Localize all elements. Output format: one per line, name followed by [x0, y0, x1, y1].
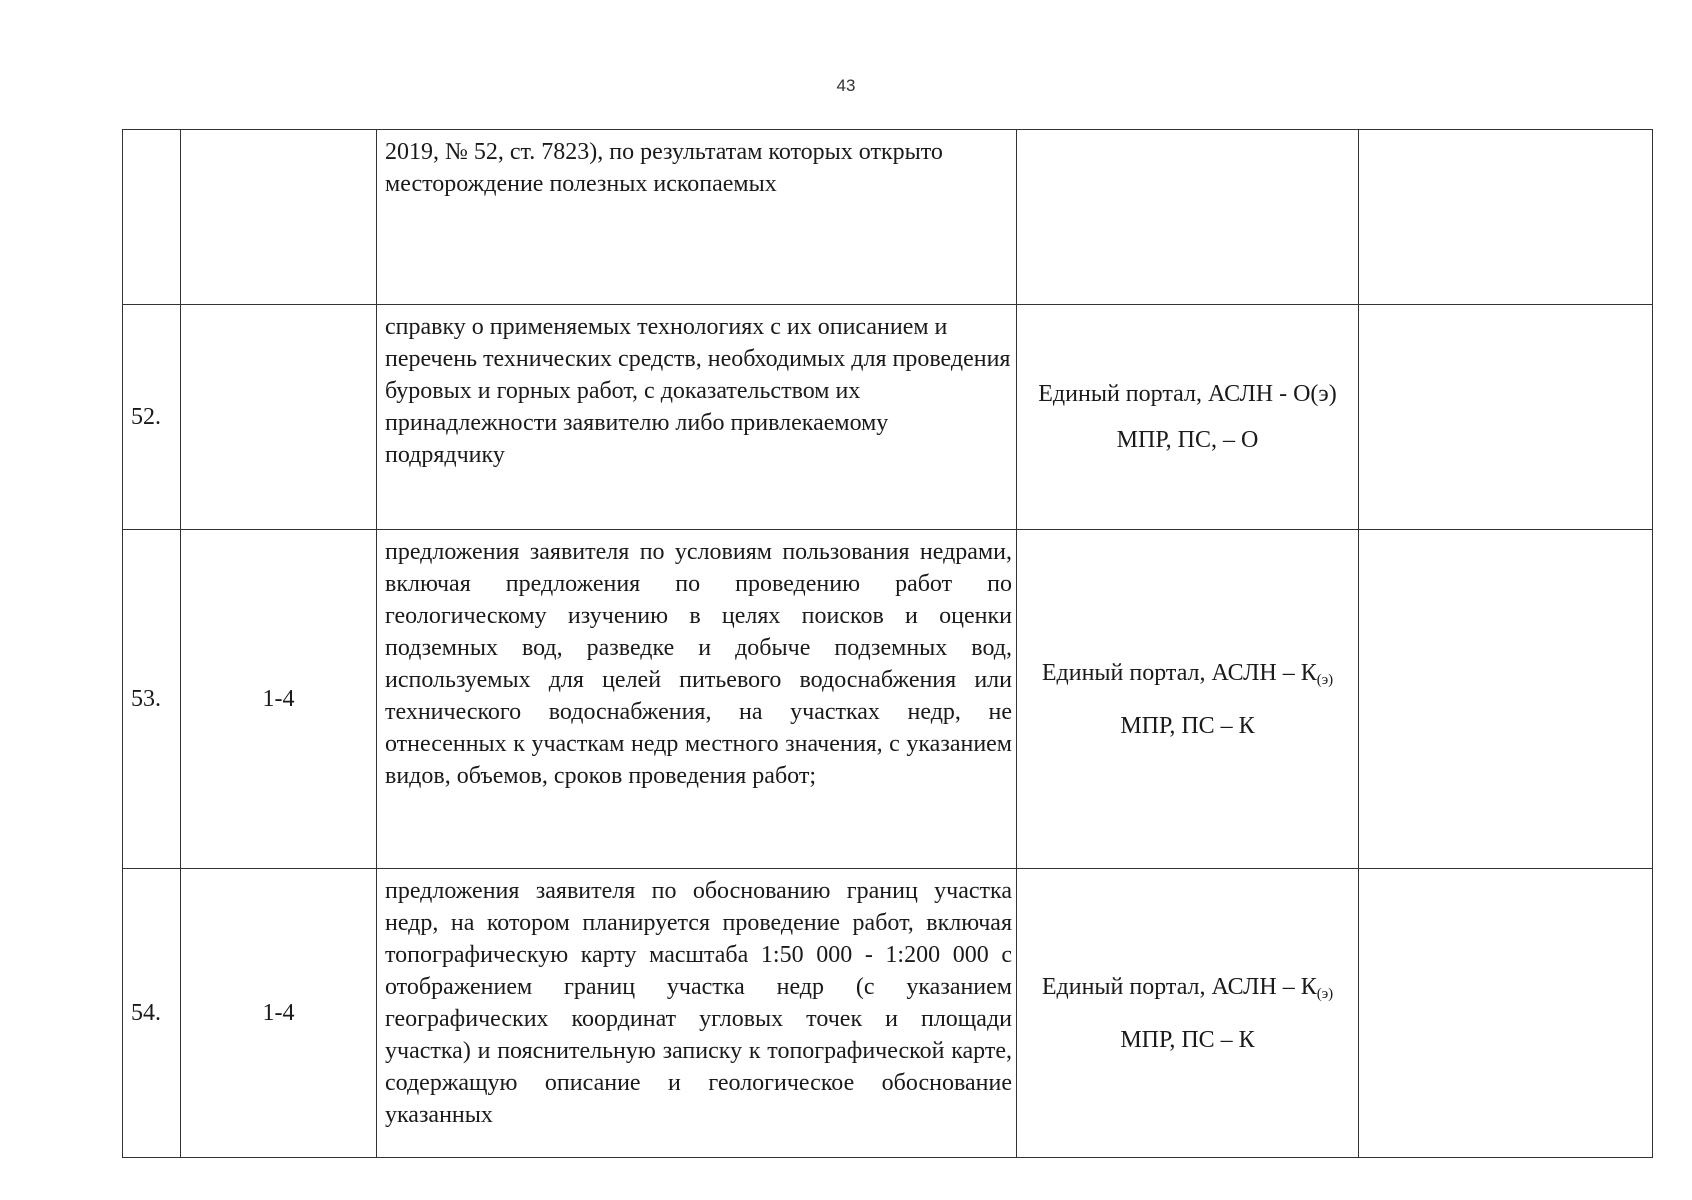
- table-row: [123, 530, 1653, 869]
- row-note: [1359, 530, 1653, 869]
- row-number: [123, 130, 181, 305]
- submission-method-secondary: МПР, ПС – К: [1120, 712, 1255, 739]
- requirements-table: [122, 129, 1653, 1158]
- submission-method-primary: [1025, 657, 1350, 696]
- row-submission-method: [1017, 869, 1359, 1158]
- row-note: [1359, 305, 1653, 530]
- submission-method-primary-text: Единый портал, АСЛН – К: [1041, 659, 1317, 686]
- row-number: 52.: [123, 305, 181, 530]
- table-row: [123, 869, 1653, 1158]
- table-row: [123, 305, 1653, 530]
- page-number: 43: [836, 76, 856, 95]
- row-description: справку о применяемых технологиях с их описанием и перечень технических средств, необходимых для проведения буровых и горных работ, с доказательством их принадлежности заявителю либо привлекаемому подрядчику: [377, 305, 1017, 530]
- submission-method-primary-text: Единый портал, АСЛН – К: [1041, 973, 1317, 1000]
- row-code: 1-4: [181, 530, 377, 869]
- submission-method-secondary: МПР, ПС, – О: [1116, 427, 1259, 453]
- row-submission-method: [1017, 130, 1359, 305]
- row-number: 54.: [123, 869, 181, 1158]
- row-note: [1359, 130, 1653, 305]
- row-submission-method: [1017, 530, 1359, 869]
- row-submission-method: [1017, 305, 1359, 530]
- row-note: [1359, 869, 1653, 1158]
- submission-method-primary-subscript: (э): [1316, 671, 1334, 688]
- row-description: предложения заявителя по условиям пользования недрами, включая предложения по проведению работ по геологическому изучению в целях поисков и оценки подземных вод, разведке и добыче подземных вод, используемых для целей питьевого водоснабжения или технического водоснабжения, на участках недр, не отнесенных к участкам недр местного значения, с указанием видов, объемов, сроков проведения работ;: [377, 530, 1017, 869]
- table-row: [123, 130, 1653, 305]
- row-description: 2019, № 52, ст. 7823), по результатам которых открыто месторождение полезных ископаемых: [377, 130, 1017, 305]
- submission-method-primary: [1025, 971, 1350, 1010]
- row-description: предложения заявителя по обоснованию границ участка недр, на котором планируется проведение работ, включая топографическую карту масштаба 1:50 000 - 1:200 000 с отображением границ участка недр (с указанием географических координат угловых точек и площади участка) и пояснительную записку к топографической карте, содержащую описание и геологическое обоснование указанных: [377, 869, 1017, 1158]
- submission-method-primary-subscript: (э): [1316, 985, 1334, 1002]
- submission-method-primary: Единый портал, АСЛН - О(э): [1038, 381, 1337, 407]
- row-number: 53.: [123, 530, 181, 869]
- row-code: [181, 305, 377, 530]
- row-code: 1-4: [181, 869, 377, 1158]
- row-code: [181, 130, 377, 305]
- submission-method-secondary: МПР, ПС – К: [1120, 1026, 1255, 1053]
